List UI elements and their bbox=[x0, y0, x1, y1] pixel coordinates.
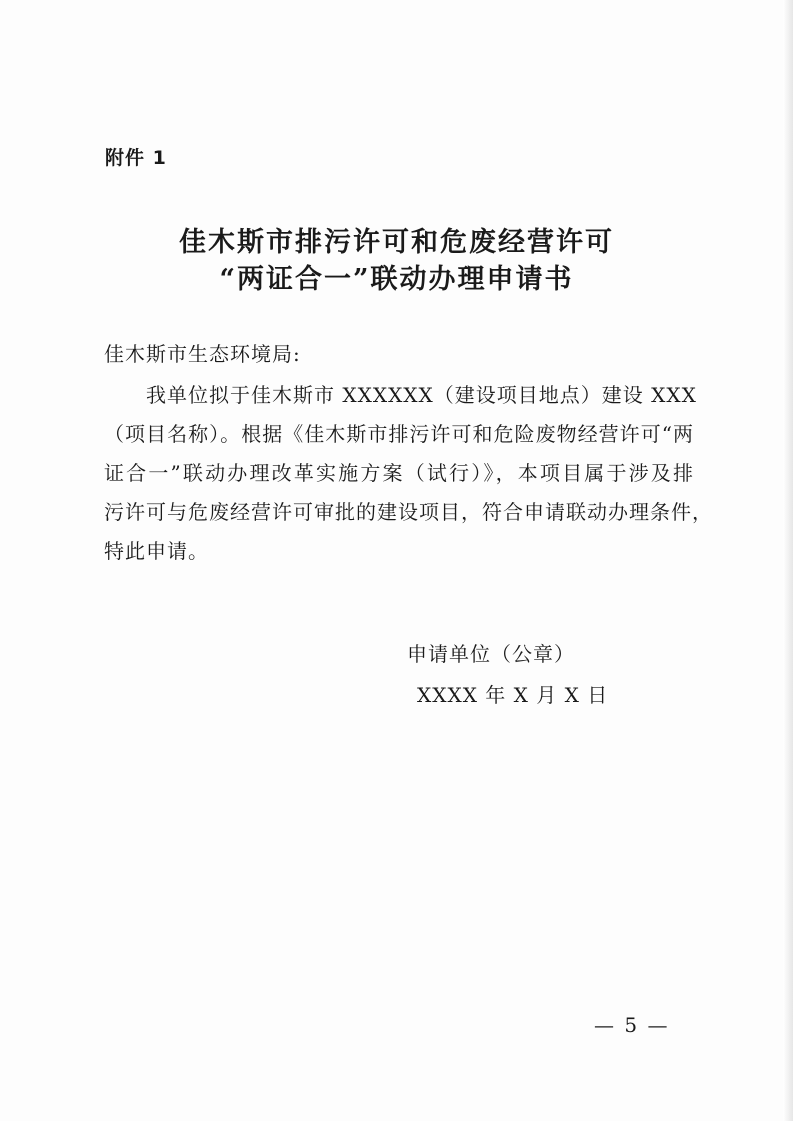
body-paragraph-line: （项目名称）。根据《佳木斯市排污许可和危险废物经营许可“两 bbox=[104, 422, 694, 446]
document-title-line-2: “两证合一”联动办理申请书 bbox=[219, 264, 574, 295]
body-paragraph-line: 我单位拟于佳木斯市 XXXXXX（建设项目地点）建设 XXX bbox=[146, 383, 697, 407]
body-paragraph-line: 污许可与危废经营许可审批的建设项目，符合申请联动办理条件， bbox=[104, 500, 713, 524]
body-paragraph-line: 证合一”联动办理改革实施方案（试行）》，本项目属于涉及排 bbox=[104, 461, 694, 485]
page-number: — 5 — bbox=[594, 1013, 670, 1037]
application-date: XXXX 年 X 月 X 日 bbox=[417, 683, 609, 707]
applicant-signature-line: 申请单位（公章） bbox=[407, 642, 575, 666]
attachment-label: 附件 1 bbox=[105, 147, 167, 169]
body-paragraph-line: 特此申请。 bbox=[104, 539, 209, 563]
salutation: 佳木斯市生态环境局: bbox=[104, 342, 301, 366]
page-edge-shadow bbox=[783, 0, 793, 1121]
document-title-line-1: 佳木斯市排污许可和危废经营许可 bbox=[179, 227, 614, 258]
